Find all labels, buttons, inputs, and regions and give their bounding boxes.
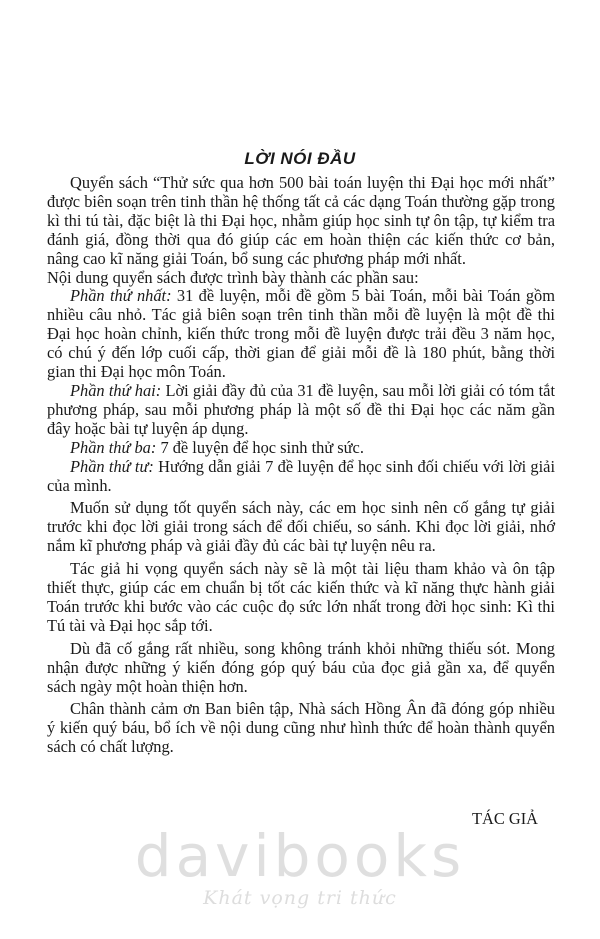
paragraph-part-3 [47, 439, 555, 458]
part-1-text: 31 đề luyện, mỗi đề gồm 5 bài Toán, mỗi bài Toán gồm nhiều câu nhỏ. Tác giả biên soạn trên tinh thần mỗi đề luyện là một đề thi Đại học hoàn chỉnh, kiến thức trong mỗi đề luyện được trải đều 3 năm học, có chú ý đến lớp cuối cấp, thời gian để giải mỗi đề là 180 phút, bằng thời gian thi Đại học môn Toán. [47, 286, 555, 382]
part-2-label: Phần thứ hai: [70, 380, 162, 400]
paragraph-part-2 [47, 382, 555, 439]
paragraph-part-4 [47, 458, 555, 496]
paragraph-shortcomings: Dù đã cố gắng rất nhiều, song không tránh khỏi những thiếu sót. Mong nhận được những ý kiến đóng góp quý báu của đọc giả gần xa, để quyển sách ngày một hoàn thiện hơn. [47, 638, 555, 696]
paragraph-hope: Tác giả hi vọng quyển sách này sẽ là một tài liệu tham khảo và ôn tập thiết thực, giúp các em chuẩn bị tốt các kiến thức và kĩ năng thực hành giải Toán trước khi bước vào các cuộc đọ sức lớn nhất trong đời học sinh: Kì thi Tú tài và Đại học sắp tới. [47, 559, 555, 635]
part-1-label: Phần thứ nhất: [70, 286, 172, 306]
paragraph-contents: Nội dung quyển sách được trình bày thành các phần sau: [47, 267, 419, 287]
part-3-label: Phần thứ ba: [70, 437, 157, 457]
paragraph-usage: Muốn sử dụng tốt quyển sách này, các em học sinh nên cố gắng tự giải trước khi đọc lời giải trong sách để đối chiếu, so sánh. Khi đọc lời giải, nhớ nắm kĩ phương pháp và giải đầy đủ các bài tự luyện nêu ra. [47, 498, 555, 556]
part-4-text: Hướng dẫn giải 7 đề luyện để học sinh đối chiếu với lời giải của mình. [47, 456, 556, 495]
watermark-slogan: Khát vọng tri thức [203, 887, 397, 909]
part-4-label: Phần thứ tư: [70, 456, 154, 476]
paragraph-thanks: Chân thành cảm ơn Ban biên tập, Nhà sách Hồng Ân đã đóng góp nhiều ý kiến quý báu, bổ ích về nội dung cũng như hình thức để hoàn thành quyển sách có chất lượng. [47, 699, 555, 757]
author-signature: TÁC GIẢ [471, 809, 538, 828]
part-3-text: 7 đề luyện để học sinh thử sức. [156, 437, 364, 457]
preface-body [47, 174, 555, 757]
paragraph-intro: Quyển sách “Thử sức qua hơn 500 bài toán luyện thi Đại học mới nhất” được biên soạn trên tinh thần hệ thống tất cả các dạng Toán thường gặp trong kì thi tú tài, đặc biệt là thi Đại học, nhằm giúp học sinh tự ôn tập, tự kiểm tra đánh giá, đồng thời qua đó giúp các em hoàn thiện các kiến thức cơ bản, nâng cao kĩ năng giải Toán, bổ sung các phương pháp mới nhất. [47, 173, 555, 268]
page-title: LỜI NÓI ĐẦU [244, 149, 356, 168]
watermark-logo: davibooks [134, 822, 466, 890]
paragraph-part-1 [47, 287, 555, 382]
part-2-text: Lời giải đầy đủ của 31 đề luyện, sau mỗi lời giải có tóm tắt phương pháp, sau mỗi phương pháp là một số đề thi Đại học các năm gần đây hoặc bài tự luyện áp dụng. [47, 380, 555, 438]
